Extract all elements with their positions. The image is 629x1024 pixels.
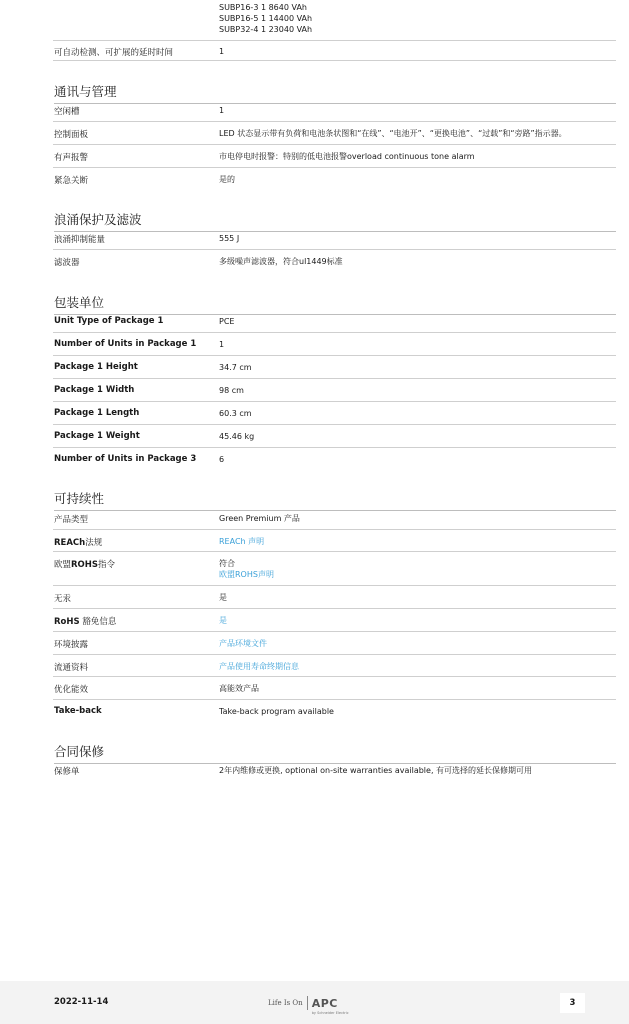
section-title-packing: 包装单位 [54, 293, 616, 315]
spec-label: 紧急关断 [54, 176, 89, 186]
battery-pack-line: SUBP16-3 1 8640 VAh [219, 3, 307, 12]
spec-value: Green Premium 产品 [219, 514, 300, 523]
spec-row [53, 655, 616, 677]
spec-value: 98 cm [219, 386, 244, 395]
spec-label: 保修单 [54, 767, 80, 777]
spec-row [53, 632, 616, 655]
spec-row [53, 700, 616, 723]
spec-label: 流通资料 [54, 663, 89, 673]
battery-pack-list [219, 2, 312, 35]
spec-label: 环境披露 [54, 640, 89, 650]
spec-value: 多级噪声滤波器，符合ul1449标准 [219, 257, 343, 266]
spec-row [53, 168, 616, 190]
spec-value: 1 [219, 340, 225, 349]
spec-label: Package 1 Height [54, 362, 138, 372]
apc-subtitle: by Schneider Electric [311, 1010, 349, 1015]
spec-label: Number of Units in Package 3 [54, 454, 197, 464]
spec-label: 有声报警 [54, 153, 89, 163]
brand-divider [307, 996, 308, 1010]
spec-label-pre: 欧盟 [54, 560, 72, 570]
spec-row [53, 609, 616, 632]
spec-label: 空闲槽 [54, 107, 80, 117]
rohs-declaration-link[interactable]: 欧盟ROHS声明 [219, 570, 274, 579]
spec-label-rest: 法规 [85, 538, 103, 548]
tagline: Life Is On [268, 999, 303, 1007]
section-title-warranty: 合同保修 [54, 742, 616, 764]
spec-value: 555 J [219, 234, 240, 243]
spec-row [53, 677, 616, 700]
spec-row [53, 507, 616, 530]
spec-row [53, 448, 616, 471]
spec-row [53, 145, 616, 168]
section-title-sustainability: 可持续性 [54, 489, 616, 511]
spec-label: Unit Type of Package 1 [54, 316, 164, 326]
spec-label: 优化能效 [54, 685, 89, 695]
rohs-exemption-link[interactable]: 是 [219, 616, 227, 625]
page-number: 3 [560, 993, 585, 1013]
spec-value: LED 状态显示带有负荷和电池条状图和“在线”、“电池开”、“更换电池”、“过载”和“旁路”指示器。 [219, 129, 567, 138]
spec-value: 2年内维修或更换, optional on-site warranties available, 有可选择的延长保修期可用 [219, 766, 533, 775]
footer-date: 2022-11-14 [54, 997, 109, 1007]
battery-pack-line: SUBP32-4 1 23040 VAh [219, 25, 313, 34]
spec-row [53, 228, 616, 250]
spec-label: Package 1 Weight [54, 431, 140, 441]
spec-label-bold: REACh [54, 538, 86, 548]
spec-label: Package 1 Width [54, 385, 135, 395]
spec-row [53, 760, 616, 781]
spec-value: 市电停电时报警：特别的低电池报警overload continuous tone alarm [219, 152, 475, 161]
spec-label [54, 536, 102, 548]
spec-value: 是的 [219, 175, 235, 184]
spec-label: Number of Units in Package 1 [54, 339, 197, 349]
spec-row [53, 356, 616, 379]
spec-value: 1 [219, 47, 225, 56]
spec-row [53, 100, 616, 122]
spec-label-bold: ROHS [71, 560, 99, 570]
apc-logo [312, 992, 349, 1015]
spec-label: Package 1 Length [54, 408, 140, 418]
spec-value: 1 [219, 106, 225, 115]
section-title-surge: 浪涌保护及滤波 [54, 210, 616, 232]
spec-value: 6 [219, 455, 225, 464]
spec-label: 可自动检测、可扩展的延时时间 [54, 48, 174, 58]
spec-row [53, 402, 616, 425]
environmental-profile-link[interactable]: 产品环境文件 [219, 639, 267, 648]
spec-label [54, 615, 116, 627]
spec-label: 产品类型 [54, 515, 89, 525]
spec-row-extendable-runtime [53, 40, 616, 61]
spec-value: Take-back program available [219, 707, 334, 716]
spec-value: 60.3 cm [219, 409, 252, 418]
spec-label-rest: 指令 [98, 560, 116, 570]
spec-value: 符合 [219, 559, 235, 568]
spec-row [53, 250, 616, 272]
reach-declaration-link[interactable]: REACh 声明 [219, 537, 265, 546]
spec-row [53, 425, 616, 448]
spec-row [53, 530, 616, 552]
spec-row [53, 310, 616, 333]
section-title-comms: 通讯与管理 [54, 82, 616, 104]
brand-logo [268, 994, 349, 1015]
apc-wordmark: APC [311, 996, 338, 1010]
spec-label-bold: RoHS [54, 617, 80, 627]
spec-row [53, 586, 616, 609]
spec-label [54, 558, 115, 570]
spec-label-rest: 豁免信息 [79, 617, 117, 627]
page-footer [0, 981, 629, 1024]
spec-label: 无汞 [54, 594, 72, 604]
spec-label: 滤波器 [54, 258, 80, 268]
spec-label: 控制面板 [54, 130, 89, 140]
spec-label: Take-back [54, 706, 102, 716]
spec-value: PCE [219, 317, 235, 326]
spec-value: 45.46 kg [219, 432, 255, 441]
battery-pack-line: SUBP16-5 1 14400 VAh [219, 14, 313, 23]
spec-row [53, 379, 616, 402]
spec-value: 高能效产品 [219, 684, 259, 693]
spec-row [53, 333, 616, 356]
spec-value: 是 [219, 593, 227, 602]
spec-row [53, 552, 616, 586]
spec-row [53, 122, 616, 145]
end-of-life-link[interactable]: 产品使用寿命终期信息 [219, 662, 299, 671]
spec-value: 34.7 cm [219, 363, 252, 372]
spec-label: 浪涌抑制能量 [54, 235, 106, 245]
